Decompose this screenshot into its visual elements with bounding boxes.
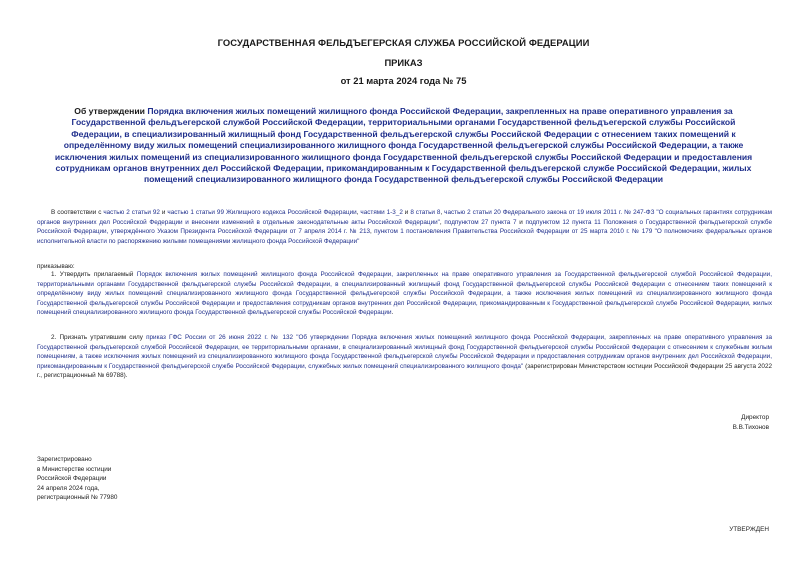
signatory-name: В.В.Тихонов [732,424,769,431]
preamble-link[interactable]: подпунктом 12 пункта 11 Положения о Государственной фельдъегерской службе Российской Федерации, утверждённого Указом Президента Российской Федерации от 7 апреля 2014 г. № 213 [37,218,772,236]
preamble-text: , [439,218,445,226]
preamble-text: и [516,218,526,226]
preamble-link[interactable]: 8 статьи 8 [410,209,441,216]
approved-label: УТВЕРЖДЕН [729,526,769,533]
preamble-link[interactable]: пунктом 1 постановления Правительства Российской Федерации от 25 марта 2010 г. № 179 "О полномочиях федеральных органов исполнительной власти по распоряжению жилыми помещениями жилищного фонда Российской Федерации" [37,228,772,245]
preamble-link[interactable]: частью 2 статьи 20 Федерального закона от 19 июля 2011 г. № 247-ФЗ "О социальных гарантиях сотрудникам органов внутренних дел Российской Федерации и внесении изменений в отдельные законодательные акты Российской Федерации" [37,209,772,226]
item1-link[interactable]: Порядок включения жилых помещений жилищного фонда Российской Федерации, закрепленных на праве оперативного управления за Государственной фельдъегерской службой Российской Федерации, территориальными органами Государственной фельдъегерской службы Российской Федерации, в специализированный жилищный фонд Государственной фельдъегерской службы Российской Федерации с отнесением таких помещений к определённому виду жилых помещений специализированного жилищного фонда Государственной фельдъегерской службы Российской Федерации, а также исключения жилых помещений из специализированного жилищного фонда Государственной фельдъегерской службы Российской Федерации и предоставления сотрудникам органов внутренних дел Российской Федерации, прикомандированным к Государственной фельдъегерской службе Российской Федерации, жилых помещений специализированного жилищного фонда Государственной фельдъегерской службы Российской Федерации [37,271,772,317]
registration-line: Зарегистрировано [37,456,92,463]
registration-line: Российской Федерации [37,475,107,483]
preamble-text: В соответствии с [51,209,104,216]
signatory-position: Директор [741,414,769,421]
order-item-2 [37,333,772,381]
preamble-link[interactable]: частью 2 статьи 92 [103,209,160,216]
item2-suffix: (зарегистрирован Министерством юстиции Российской Федерации 25 августа 2022 г., регистрационный № 69788). [37,362,772,380]
preamble-text: , [356,209,361,216]
item1-suffix: . [391,309,394,317]
item2-link[interactable]: приказ ГФС России от 26 июня 2022 г. № 132 "Об утверждении Порядка включения жилых помещений жилищного фонда Российской Федерации, закрепленных на праве оперативного управления за Государственной фельдъегерской службой Российской Федерации, ее территориальными органами, в специализированный жилищный фонд Государственной фельдъегерской службы Российской Федерации с отнесением к служебным жилым помещениям, а также исключения жилых помещений из специализированного жилищного фонда Государственной фельдъегерской службы Российской Федерации и предоставления сотрудникам органов внутренних дел Российской Федерации, прикомандированным к Государственной фельдъегерской службе Российской Федерации, служебных жилых помещений специализированного жилищного фонда" [37,334,772,370]
preamble-text: и [159,209,168,216]
order-item-1 [37,270,772,318]
preamble-paragraph [37,208,772,246]
item1-prefix: 1. Утвердить прилагаемый [51,271,137,278]
registration-block [37,455,117,503]
registration-line: регистрационный № 77980 [37,494,118,502]
preamble-link[interactable]: частью 1 статьи 99 Жилищного кодекса Российской Федерации [167,209,357,216]
preamble-link[interactable]: подпунктом 27 пункта 7 [444,218,517,226]
organization-heading: ГОСУДАРСТВЕННАЯ ФЕЛЬДЪЕГЕРСКАЯ СЛУЖБА РОССИЙСКОЙ ФЕДЕРАЦИИ [217,37,590,48]
title-prefix: Об утверждении [74,106,148,116]
preamble-text: , [440,209,445,216]
item2-prefix: 2. Признать утратившим силу [51,334,147,341]
document-title [52,106,755,186]
preamble-text: и [402,209,411,216]
registration-line: в Министерстве юстиции [37,465,112,473]
registration-line: 24 апреля 2024 года, [37,484,100,492]
document-kind: ПРИКАЗ [384,57,423,68]
document-date-number: от 21 марта 2024 года № 75 [340,75,467,86]
preamble-text: , [370,228,375,236]
order-word: приказываю: [37,263,75,270]
title-link[interactable]: Порядка включения жилых помещений жилищного фонда Российской Федерации, закрепленных на праве оперативного управления за Государственной фельдъегерской службой Российской Федерации, территориальными органами Государственной фельдъегерской службы Российской Федерации, в специализированный жилищный фонд Государственной фельдъегерской службы Российской Федерации с отнесением таких помещений к определённому виду жилых помещений специализированного жилищного фонда Государственной фельдъегерской службы Российской Федерации, а также исключения жилых помещений из специализированного жилищного фонда Государственной фельдъегерской службы Российской Федерации и предоставления сотрудникам органов внутренних дел Российской Федерации, прикомандированным к Государственной фельдъегерской службе Российской Федерации, жилых помещений специализированного жилищного фонда Государственной фельдъегерской службы Российской Федерации [54,106,753,185]
preamble-link[interactable]: частями 1-3_2 [360,209,403,216]
